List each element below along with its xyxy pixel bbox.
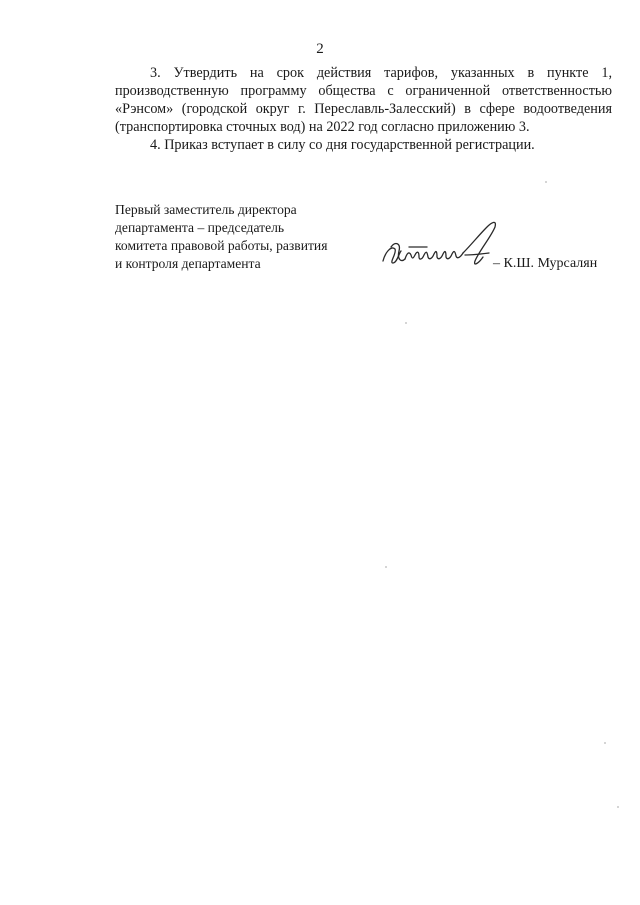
signer-name: – К.Ш. Мурсалян <box>493 256 598 271</box>
signer-position-line: департамента – председатель <box>115 220 285 235</box>
scan-speck <box>385 566 387 568</box>
scan-speck <box>604 742 606 744</box>
document-body <box>115 64 612 154</box>
signer-position-line: комитета правовой работы, развития <box>115 238 328 253</box>
page-number: 2 <box>316 41 324 57</box>
signer-position-line: Первый заместитель директора <box>115 202 297 217</box>
scan-speck <box>405 322 407 324</box>
scan-speck <box>617 806 619 808</box>
signer-position <box>115 201 375 273</box>
signature-block <box>115 201 615 281</box>
paragraph-item-3: 3. Утвердить на срок действия тарифов, указанных в пункте 1, производственную программу общества с ограниченной ответственностью «Рэнсом» (городской округ г. Переславль-Залесский) в сфере водоотведения (транспортировка сточных вод) на 2022 год согласно приложению 3. <box>115 65 612 135</box>
paragraph-item-4: 4. Приказ вступает в силу со дня государственной регистрации. <box>150 137 535 153</box>
signer-position-line: и контроля департамента <box>115 256 261 271</box>
scan-speck <box>545 181 547 183</box>
